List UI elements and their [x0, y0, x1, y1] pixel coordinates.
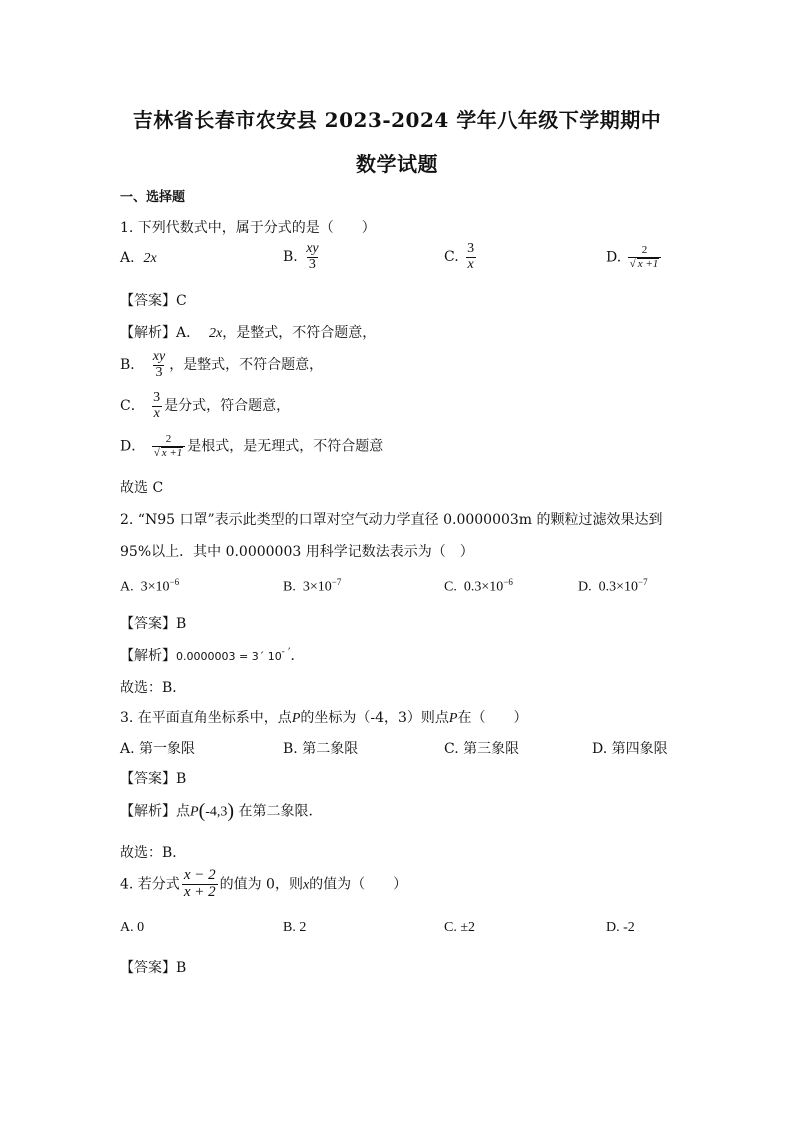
q2-stem-line1: 2. “N95 口罩”表示此类型的口罩对空气动力学直径 0.0000003m 的颗粒过滤效果达到 — [120, 512, 663, 528]
q2-answer: 【答案】B — [120, 616, 187, 632]
q1-option-a-label: A. — [120, 250, 135, 266]
q3-stem-pre: 3. 在平面直角坐标系中，点 — [120, 710, 292, 726]
q1-option-c-num: 3 — [467, 241, 475, 256]
q2-jiexi-label: 【解析】 — [120, 648, 176, 664]
q1-option-d-den: x +1 — [637, 257, 659, 270]
q3-conclusion: 故选：B． — [120, 845, 187, 861]
q3-stem — [120, 707, 527, 727]
q1-ana-a-text: ，是整式，不符合题意， — [222, 325, 377, 341]
q1-option-b-label: B. — [283, 249, 298, 266]
q4-option-b: B. 2 — [283, 920, 307, 935]
q2-option-a-exp: −6 — [169, 577, 180, 587]
q1-ana-b-text: ，是整式，不符合题意， — [169, 357, 324, 374]
q4-option-a: A. 0 — [120, 920, 145, 935]
q1-option-b-num: xy — [306, 241, 319, 256]
page-title-line1: 吉林省长春市农安县 2023-2024 学年八年级下学期期中 — [132, 108, 662, 132]
q2-option-d-exp: −7 — [638, 577, 648, 587]
q2-option-c-base: 0.3×10 — [463, 579, 504, 595]
q1-ana-b-fraction — [151, 350, 167, 380]
q3-option-a: A. 第一象限 — [120, 741, 196, 757]
q1-analysis-d — [120, 434, 383, 459]
q1-option-d — [606, 245, 663, 270]
q1-option-c-label: C. — [444, 249, 459, 266]
q1-ana-d-den-wrap: √ x +1 — [152, 446, 186, 460]
q2-option-b-exp: −7 — [331, 577, 342, 587]
q2-option-c — [444, 577, 513, 596]
q1-ana-b-den: 3 — [155, 364, 163, 380]
q2-jiexi-expr: 0.0000003 = 3´ 10 — [176, 650, 282, 663]
q2-option-a-base: 3×10 — [140, 579, 170, 595]
q1-ana-b-num: xy — [152, 349, 166, 364]
q2-option-d-base: 0.3×10 — [598, 579, 639, 595]
q4-stem-mid: 的值为 0，则 — [219, 876, 303, 893]
q3-analysis — [120, 800, 323, 823]
q1-ana-a-prefix: A． — [176, 325, 201, 341]
q4-stem-pre: 4. 若分式 — [120, 876, 180, 893]
q4-option-c: C. ±2 — [444, 920, 476, 935]
q4-stem — [120, 868, 407, 901]
q1-ana-c-num: 3 — [153, 390, 161, 405]
q2-option-c-exp: −6 — [503, 577, 513, 587]
q1-option-b-fraction — [304, 242, 320, 272]
q1-option-c-den: x — [467, 256, 474, 272]
q3-paren-right: ) — [227, 800, 235, 822]
q4-fraction — [182, 868, 218, 901]
q1-option-d-fraction — [628, 245, 662, 270]
q1-ana-c-text: 是分式，符合题意， — [164, 398, 291, 415]
q4-den: x + 2 — [183, 883, 216, 900]
page-title-line2: 数学试题 — [356, 152, 438, 176]
q2-option-a-label: A. — [120, 579, 134, 595]
q3-stem-p2: P — [448, 711, 458, 726]
q2-option-b-base: 3×10 — [302, 579, 332, 595]
q1-option-a-expr: 2x — [143, 251, 157, 266]
q4-num: x − 2 — [183, 867, 216, 883]
q1-analysis-a — [120, 322, 376, 342]
q1-conclusion: 故选 C — [120, 480, 164, 496]
q3-stem-end: 在（ ） — [457, 710, 528, 726]
q2-option-d-label: D. — [578, 579, 592, 595]
q1-ana-b-prefix: B． — [120, 357, 145, 374]
q1-option-c-fraction — [465, 242, 476, 272]
q1-ana-d-fraction — [152, 434, 186, 459]
q1-ana-d-den: x +1 — [161, 446, 183, 459]
q3-jiexi-coord: -4,3 — [205, 804, 228, 820]
q1-option-b — [283, 242, 323, 272]
q2-jiexi-exp: - ’ — [281, 647, 291, 658]
q2-option-c-label: C. — [444, 579, 457, 595]
q1-ana-c-prefix: C． — [120, 398, 145, 415]
q1-jiexi-label: 【解析】 — [120, 325, 176, 341]
q1-option-d-den-wrap: √ x +1 — [628, 257, 662, 271]
q1-ana-d-text: 是根式，是无理式，不符合题意 — [187, 438, 384, 455]
q1-option-b-den: 3 — [308, 256, 316, 272]
q3-option-d: D. 第四象限 — [592, 741, 668, 757]
q2-option-a — [120, 577, 179, 596]
q3-stem-mid: 的坐标为（-4，3）则点 — [300, 710, 449, 726]
q4-option-d: D. -2 — [606, 920, 635, 935]
q3-stem-p: P — [291, 711, 301, 726]
q1-option-d-num: 2 — [641, 244, 648, 256]
q1-ana-d-num: 2 — [165, 433, 172, 445]
q1-analysis-c — [120, 391, 290, 421]
q2-option-d — [578, 577, 648, 596]
q4-stem-x: x — [302, 877, 310, 893]
q2-jiexi-end: ． — [290, 648, 305, 664]
q1-ana-a-expr: 2x — [209, 326, 223, 341]
q3-paren-left: ( — [198, 800, 206, 822]
q1-ana-d-prefix: D． — [120, 438, 146, 455]
q4-stem-end: 的值为（ ） — [309, 876, 408, 893]
q1-ana-c-fraction — [151, 391, 162, 421]
q4-answer: 【答案】B — [120, 960, 187, 976]
q3-option-b: B. 第二象限 — [283, 741, 359, 757]
q3-jiexi-pre: 【解析】点 — [120, 803, 190, 820]
q1-option-d-label: D. — [606, 249, 622, 266]
q1-stem: 1. 下列代数式中，属于分式的是（ ） — [120, 220, 376, 236]
q3-answer: 【答案】B — [120, 771, 187, 787]
q2-conclusion: 故选：B． — [120, 680, 187, 696]
q2-stem-line2: 95%以上．其中 0.0000003 用科学记数法表示为（ ） — [120, 544, 474, 560]
q1-analysis-b — [120, 350, 323, 380]
section-label: 一、选择题 — [120, 190, 186, 205]
q2-option-b — [283, 577, 341, 596]
q1-option-a — [120, 250, 157, 267]
q3-option-c: C. 第三象限 — [444, 741, 520, 757]
q1-answer: 【答案】C — [120, 293, 187, 309]
q3-jiexi-post: 在第二象限． — [238, 803, 323, 820]
q2-analysis — [120, 645, 304, 665]
q3-jiexi-p: P — [190, 804, 199, 820]
q1-option-c — [444, 242, 478, 272]
q1-ana-c-den: x — [153, 405, 160, 421]
q2-option-b-label: B. — [283, 579, 296, 595]
